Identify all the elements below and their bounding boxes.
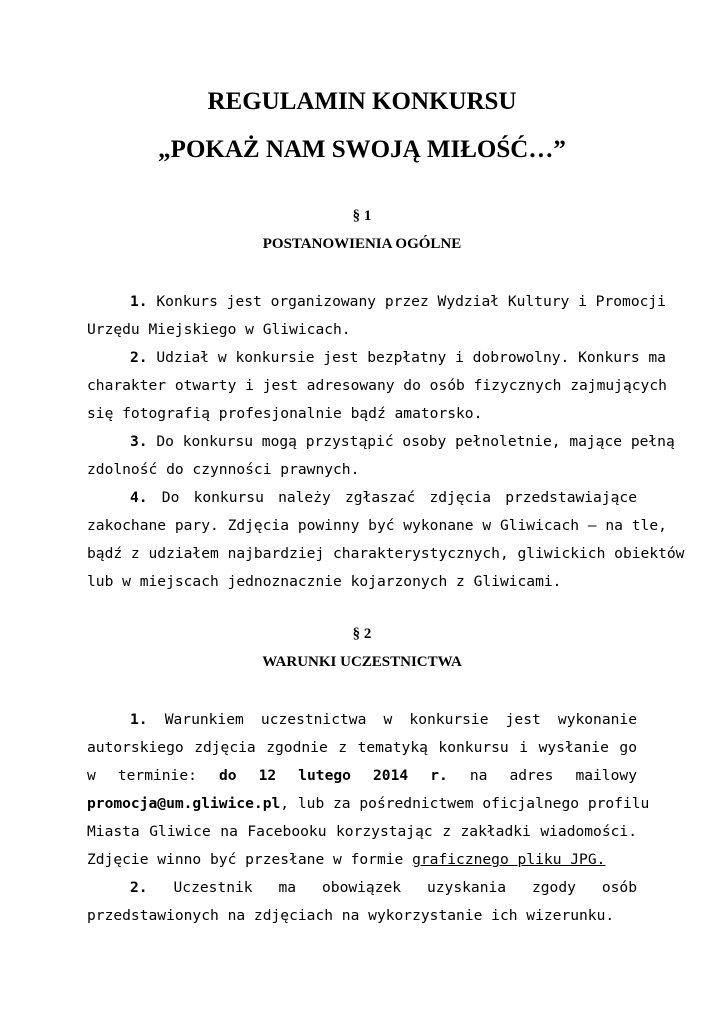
paragraph-line: w terminie: do 12 lutego 2014 r. na adres mailowy: [87, 767, 637, 784]
paragraph-line: 4. Do konkursu należy zgłaszać zdjęcia przedstawiające: [130, 489, 637, 506]
paragraph-line: zakochane pary. Zdjęcia powinny być wykonane w Gliwicach – na tle,: [87, 517, 667, 534]
contest-email: promocja@um.gliwice.pl: [87, 795, 281, 812]
paragraph-line: 1. Konkurs jest organizowany przez Wydział Kultury i Promocji: [130, 293, 666, 310]
item-number: 4.: [130, 489, 148, 506]
paragraph-line: zdolność do czynności prawnych.: [87, 461, 360, 478]
section-2-number: § 2: [352, 626, 372, 642]
paragraph-line: autorskiego zdjęcia zgodnie z tematyką konkursu i wysłanie go: [87, 739, 637, 756]
paragraph-line: przedstawionych na zdjęciach na wykorzystanie ich wizerunku.: [87, 907, 615, 924]
section-2-heading: WARUNKI UCZESTNICTWA: [262, 654, 462, 670]
paragraph-line: promocja@um.gliwice.pl, lub za pośrednictwem oficjalnego profilu: [87, 795, 650, 812]
paragraph-line: się fotografią profesjonalnie bądź amatorsko.: [87, 405, 483, 422]
section-1-heading: POSTANOWIENIA OGÓLNE: [262, 236, 462, 252]
item-number: 2.: [130, 879, 148, 896]
paragraph-line: Miasta Gliwice na Facebooku korzystając z zakładki wiadomości.: [87, 823, 637, 840]
paragraph-line: Zdjęcie winno być przesłane w formie graficznego pliku JPG.: [87, 851, 606, 868]
paragraph-line: Urzędu Miejskiego w Gliwicach.: [87, 321, 351, 338]
section-1-number: § 1: [352, 208, 372, 224]
item-number: 1.: [130, 711, 148, 728]
item-number: 3.: [130, 433, 148, 450]
contest-name: „POKAŻ NAM SWOJĄ MIŁOŚĆ…”: [158, 136, 566, 163]
document-title: REGULAMIN KONKURSU: [207, 88, 517, 115]
file-format: graficznego pliku JPG.: [412, 851, 606, 868]
deadline-date: do 12 lutego 2014 r.: [218, 767, 448, 784]
paragraph-line: bądź z udziałem najbardziej charakterystycznych, gliwickich obiektów: [87, 545, 685, 562]
paragraph-line: 1. Warunkiem uczestnictwa w konkursie jest wykonanie: [130, 711, 637, 728]
paragraph-line: 3. Do konkursu mogą przystąpić osoby pełnoletnie, mające pełną: [130, 433, 675, 450]
paragraph-line: 2. Udział w konkursie jest bezpłatny i dobrowolny. Konkurs ma: [130, 349, 666, 366]
paragraph-line: charakter otwarty i jest adresowany do osób fizycznych zajmujących: [87, 377, 667, 394]
paragraph-line: 2. Uczestnik ma obowiązek uzyskania zgody osób: [130, 879, 637, 896]
item-number: 1.: [130, 293, 148, 310]
paragraph-line: lub w miejscach jednoznacznie kojarzonych z Gliwicami.: [87, 573, 562, 590]
item-number: 2.: [130, 349, 148, 366]
